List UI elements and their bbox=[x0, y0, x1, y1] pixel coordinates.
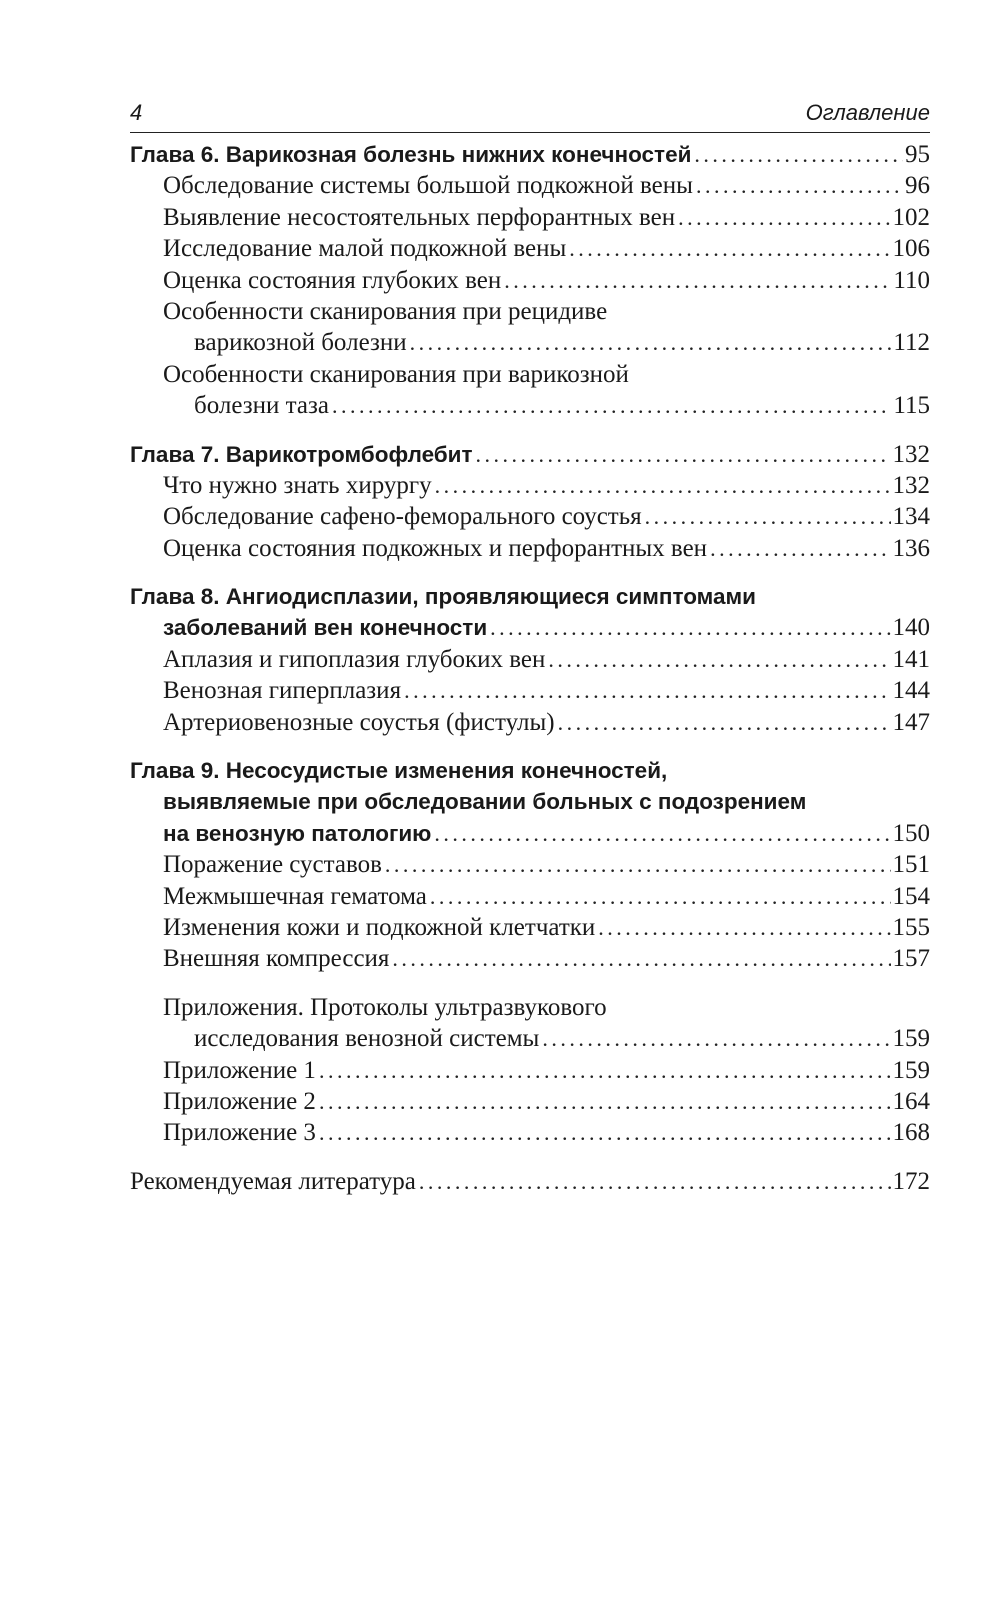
leader-dots bbox=[432, 470, 891, 501]
leader-dots bbox=[595, 912, 890, 943]
toc-chapter-title: выявляемые при обследовании больных с подозрением bbox=[163, 789, 807, 815]
toc-entry bbox=[130, 881, 930, 912]
toc-entry-text: Артериовенозные соустья (фистулы) bbox=[163, 708, 555, 736]
toc-entry bbox=[130, 675, 930, 706]
leader-dots bbox=[416, 1166, 891, 1197]
leader-dots bbox=[401, 675, 890, 706]
leader-dots bbox=[389, 943, 890, 974]
toc-entry-text: исследования венозной системы bbox=[194, 1025, 540, 1053]
toc-appendices bbox=[130, 1023, 930, 1054]
toc-chapter-8-line bbox=[130, 581, 930, 612]
toc-chapter-title: заболеваний вен конечности bbox=[163, 615, 488, 641]
toc-entry-text: Рекомендуемая литература bbox=[130, 1167, 416, 1195]
toc-entry-text: Венозная гиперплазия bbox=[163, 677, 402, 705]
leader-dots bbox=[329, 390, 891, 421]
toc-page-number: 150 bbox=[892, 819, 930, 847]
toc-entry-text: Поражение суставов bbox=[163, 851, 382, 879]
toc-page-number: 140 bbox=[892, 614, 930, 642]
table-of-contents bbox=[130, 139, 930, 1197]
toc-entry-text: Приложения. Протоколы ультразвукового bbox=[163, 993, 607, 1021]
toc-page-number: 95 bbox=[905, 141, 930, 168]
spacer bbox=[130, 738, 930, 755]
toc-entry-text: болезни таза bbox=[194, 392, 329, 420]
toc-page-number: 96 bbox=[905, 172, 930, 200]
toc-page-number: 147 bbox=[892, 708, 930, 736]
toc-page-number: 155 bbox=[892, 913, 930, 941]
toc-entry-text: Исследование малой подкожной вены bbox=[163, 235, 567, 263]
toc-page-number: 172 bbox=[892, 1167, 930, 1195]
toc-page-number: 132 bbox=[892, 440, 930, 468]
toc-chapter-9-line bbox=[130, 786, 930, 817]
toc-entry-line bbox=[130, 296, 930, 327]
leader-dots bbox=[316, 1117, 891, 1148]
toc-page-number: 159 bbox=[892, 1056, 930, 1084]
running-title: Оглавление bbox=[805, 100, 930, 125]
toc-page-number: 102 bbox=[892, 203, 930, 231]
toc-chapter-8 bbox=[130, 612, 930, 643]
toc-entry-text: Изменения кожи и подкожной клетчатки bbox=[163, 913, 596, 941]
toc-entry-text: Внешняя компрессия bbox=[163, 945, 390, 973]
toc-entry-text: Приложение 3 bbox=[163, 1119, 316, 1147]
toc-page-number: 157 bbox=[892, 945, 930, 973]
toc-entry bbox=[130, 202, 930, 233]
toc-entry bbox=[130, 170, 930, 201]
spacer bbox=[130, 422, 930, 439]
toc-entry-text: Что нужно знать хирургу bbox=[163, 471, 432, 499]
toc-chapter-7 bbox=[130, 439, 930, 470]
toc-chapter-title: на венозную патологию bbox=[163, 820, 432, 846]
toc-chapter-title: Глава 8. Ангиодисплазии, проявляющиеся симптомами bbox=[130, 584, 756, 610]
leader-dots bbox=[691, 139, 903, 170]
running-head bbox=[130, 100, 930, 133]
toc-appendices-line bbox=[130, 992, 930, 1023]
toc-literature bbox=[130, 1166, 930, 1197]
leader-dots bbox=[555, 707, 891, 738]
leader-dots bbox=[316, 1055, 891, 1086]
toc-page-number: 154 bbox=[892, 882, 930, 910]
spacer bbox=[130, 1149, 930, 1166]
leader-dots bbox=[501, 265, 891, 296]
toc-entry-line bbox=[130, 359, 930, 390]
leader-dots bbox=[693, 170, 903, 201]
toc-entry bbox=[130, 943, 930, 974]
toc-page-number: 134 bbox=[892, 503, 930, 531]
leader-dots bbox=[675, 202, 890, 233]
toc-page-number: 115 bbox=[893, 392, 930, 420]
leader-dots bbox=[539, 1023, 890, 1054]
toc-chapter-title: Глава 7. Варикотромбофлебит bbox=[130, 441, 473, 467]
toc-entry-text: Оценка состояния подкожных и перфорантных вен bbox=[163, 534, 708, 562]
toc-page-number: 164 bbox=[892, 1087, 930, 1115]
toc-chapter-title: Глава 6. Варикозная болезнь нижних конечностей bbox=[130, 142, 692, 167]
toc-page-number: 151 bbox=[892, 851, 930, 879]
toc-page-number: 168 bbox=[892, 1119, 930, 1147]
toc-chapter-9-line bbox=[130, 755, 930, 786]
spacer bbox=[130, 564, 930, 581]
leader-dots bbox=[566, 233, 890, 264]
toc-entry bbox=[130, 501, 930, 532]
toc-page-number: 141 bbox=[892, 645, 930, 673]
toc-entry bbox=[130, 1086, 930, 1117]
toc-chapter-6 bbox=[130, 139, 930, 170]
leader-dots bbox=[642, 501, 891, 532]
toc-entry-text: Оценка состояния глубоких вен bbox=[163, 266, 502, 294]
toc-entry bbox=[130, 707, 930, 738]
toc-entry bbox=[130, 390, 930, 421]
toc-page-number: 144 bbox=[892, 677, 930, 705]
toc-chapter-title: Глава 9. Несосудистые изменения конечностей, bbox=[130, 758, 668, 784]
leader-dots bbox=[407, 327, 892, 358]
toc-entry bbox=[130, 470, 930, 501]
leader-dots bbox=[316, 1086, 891, 1117]
toc-entry-text: Аплазия и гипоплазия глубоких вен bbox=[163, 645, 546, 673]
leader-dots bbox=[707, 533, 890, 564]
toc-entry-text: Обследование системы большой подкожной вены bbox=[163, 172, 693, 200]
leader-dots bbox=[431, 818, 890, 849]
toc-entry bbox=[130, 265, 930, 296]
toc-entry-text: Межмышечная гематома bbox=[163, 882, 427, 910]
toc-page-number: 132 bbox=[892, 471, 930, 499]
toc-entry-text: Приложение 1 bbox=[163, 1056, 316, 1084]
toc-entry bbox=[130, 233, 930, 264]
spacer bbox=[130, 975, 930, 992]
leader-dots bbox=[487, 612, 890, 643]
leader-dots bbox=[427, 881, 891, 912]
toc-entry-text: Особенности сканирования при варикозной bbox=[163, 360, 629, 388]
toc-chapter-9 bbox=[130, 818, 930, 849]
toc-entry bbox=[130, 644, 930, 675]
toc-entry bbox=[130, 327, 930, 358]
toc-entry-text: Приложение 2 bbox=[163, 1087, 316, 1115]
toc-page-number: 110 bbox=[893, 266, 930, 294]
toc-entry bbox=[130, 1055, 930, 1086]
leader-dots bbox=[382, 849, 891, 880]
toc-page-number: 112 bbox=[893, 329, 930, 357]
toc-entry-text: Особенности сканирования при рецидиве bbox=[163, 297, 608, 325]
leader-dots bbox=[545, 644, 890, 675]
toc-page-number: 136 bbox=[892, 534, 930, 562]
toc-page-number: 106 bbox=[892, 235, 930, 263]
leader-dots bbox=[473, 439, 891, 470]
toc-entry-text: варикозной болезни bbox=[194, 329, 407, 357]
book-page bbox=[130, 100, 930, 1197]
page-number: 4 bbox=[130, 100, 143, 125]
toc-entry bbox=[130, 849, 930, 880]
toc-entry-text: Выявление несостоятельных перфорантных вен bbox=[163, 203, 676, 231]
toc-entry bbox=[130, 912, 930, 943]
toc-page-number: 159 bbox=[892, 1025, 930, 1053]
toc-entry-text: Обследование сафено-феморального соустья bbox=[163, 503, 642, 531]
toc-entry bbox=[130, 1117, 930, 1148]
toc-entry bbox=[130, 533, 930, 564]
